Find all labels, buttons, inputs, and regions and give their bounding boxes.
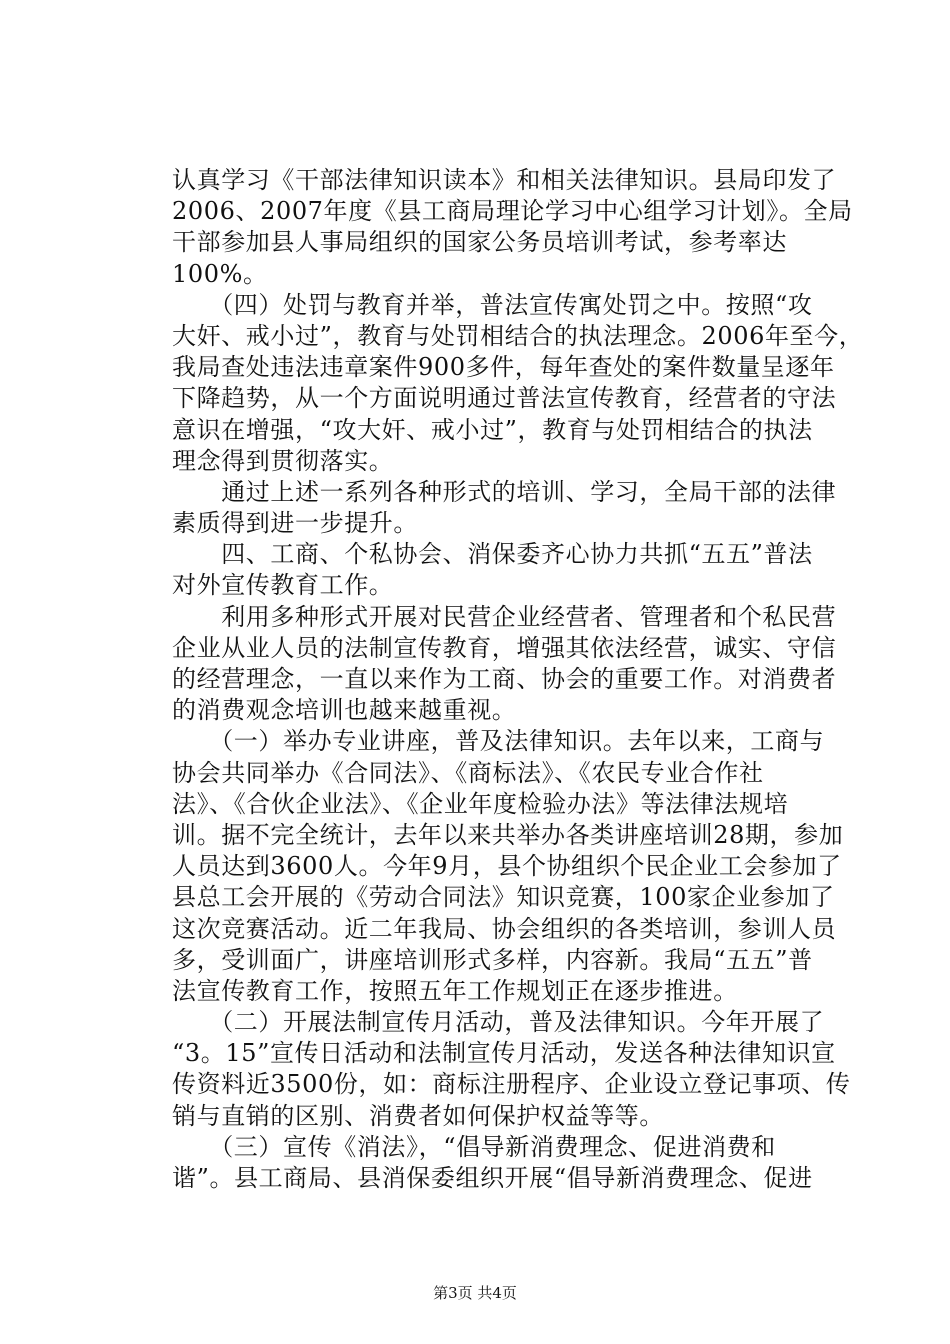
text-line: （二）开展法制宣传月活动，普及法律知识。今年开展了 <box>172 1008 825 1037</box>
text-line: 企业从业人员的法制宣传教育，增强其依法经营，诚实、守信 <box>172 633 837 662</box>
text-line: 法宣传教育工作，按照五年工作规划正在逐步推进。 <box>172 976 738 1005</box>
text-line: 训。据不完全统计，去年以来共举办各类讲座培训28期，参加 <box>172 820 844 849</box>
text-line: 四、工商、个私协会、消保委齐心协力共抓“五五”普法 <box>172 540 813 569</box>
text-line: （一）举办专业讲座，普及法律知识。去年以来，工商与 <box>172 727 825 756</box>
text-line: “3。15”宣传日活动和法制宣传月活动，发送各种法律知识宣 <box>172 1039 836 1068</box>
text-line: 的经营理念，一直以来作为工商、协会的重要工作。对消费者 <box>172 665 837 693</box>
text-line: 这次竞赛活动。近二年我局、协会组织的各类培训，参训人员 <box>172 914 837 943</box>
text-line: 利用多种形式开展对民营企业经营者、管理者和个私民营 <box>172 602 837 631</box>
text-line: 认真学习《干部法律知识读本》和相关法律知识。县局印发了 <box>172 166 837 194</box>
text-line: 100%。 <box>172 259 268 288</box>
page-footer: 第3页 共4页 <box>433 1284 517 1302</box>
text-line: 大奸、戒小过”，教育与处罚相结合的执法理念。2006年至今， <box>172 321 864 350</box>
text-line: 县总工会开展的《劳动合同法》知识竞赛，100家企业参加了 <box>172 883 835 912</box>
text-line: 理念得到贯彻落实。 <box>172 446 394 475</box>
text-line: （四）处罚与教育并举，普法宣传寓处罚之中。按照“攻 <box>172 290 813 319</box>
text-line: 谐”。县工商局、县消保委组织开展“倡导新消费理念、促进 <box>172 1164 813 1192</box>
text-line: 的消费观念培训也越来越重视。 <box>172 696 517 725</box>
text-line: 法》、《合伙企业法》、《企业年度检验办法》等法律法规培 <box>172 789 789 818</box>
text-line: 传资料近3500份，如：商标注册程序、企业设立登记事项、传 <box>172 1070 851 1099</box>
body-text <box>172 165 864 1194</box>
text-line: 素质得到进一步提升。 <box>172 509 418 538</box>
text-line: 意识在增强，“攻大奸、戒小过”，教育与处罚相结合的执法 <box>172 415 813 444</box>
text-line: 干部参加县人事局组织的国家公务员培训考试，参考率达 <box>172 228 787 257</box>
text-line: 通过上述一系列各种形式的培训、学习，全局干部的法律 <box>172 477 837 506</box>
text-line: 2006、2007年度《县工商局理论学习中心组学习计划》。全局 <box>172 197 853 226</box>
text-line: 销与直销的区别、消费者如何保护权益等等。 <box>172 1101 664 1130</box>
text-line: 我局查处违法违章案件900多件，每年查处的案件数量呈逐年 <box>172 353 835 382</box>
text-line: 人员达到3600人。今年9月，县个协组织个民企业工会参加了 <box>172 852 842 881</box>
text-line: 对外宣传教育工作。 <box>172 571 394 600</box>
text-line: 协会共同举办《合同法》、《商标法》、《农民专业合作社 <box>172 758 764 787</box>
text-line: 下降趋势，从一个方面说明通过普法宣传教育，经营者的守法 <box>172 384 837 413</box>
text-line: （三）宣传《消法》，“倡导新消费理念、促进消费和 <box>172 1132 776 1161</box>
text-line: 多，受训面广，讲座培训形式多样，内容新。我局“五五”普 <box>172 945 813 974</box>
